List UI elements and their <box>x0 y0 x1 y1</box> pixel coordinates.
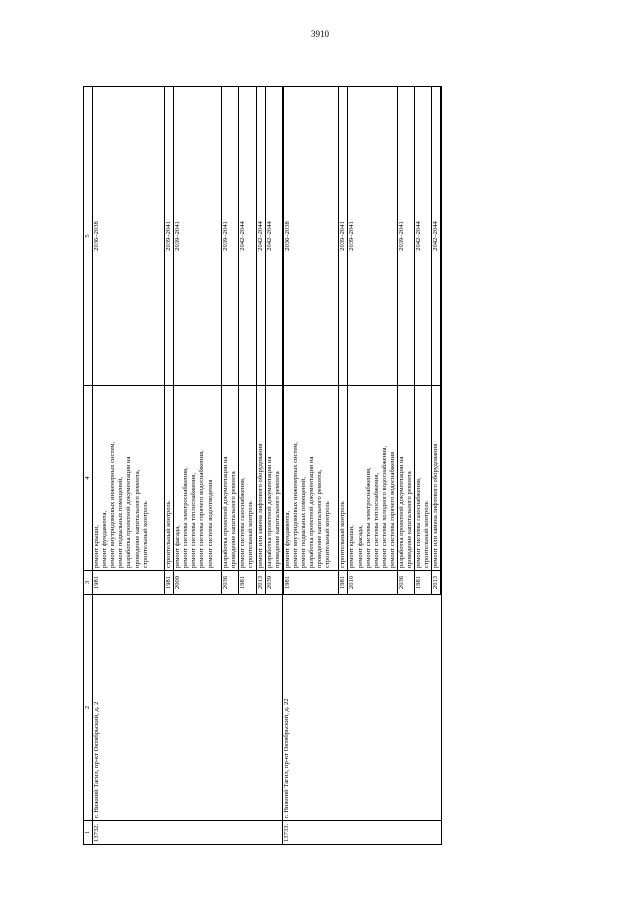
year-cell: 2009 <box>174 571 222 595</box>
period-cell: 2042–2044 <box>265 87 283 386</box>
works-cell: разработка проектной документации на проведение капитального ремонта <box>222 386 239 571</box>
works-cell: ремонт фасада, ремонт системы электроснабжения, ремонт системы теплоснабжения, ремонт системы горячего водоснабжения, ремонт системы водоотведения <box>174 386 222 571</box>
year-cell: 2039 <box>265 571 283 595</box>
table-row <box>93 87 165 845</box>
house-number-cell: 13732. <box>93 821 283 845</box>
period-cell: 2039–2041 <box>398 87 415 386</box>
period-cell: 2042–2044 <box>415 87 432 386</box>
period-cell: 2042–2044 <box>239 87 256 386</box>
year-cell: 1981 <box>239 571 256 595</box>
page-number: 3910 <box>311 29 329 39</box>
year-cell: 1981 <box>283 571 339 595</box>
header-col-3: 3 <box>84 571 93 595</box>
year-cell: 2036 <box>398 571 415 595</box>
house-number-cell: 13733. <box>283 821 442 845</box>
header-col-5: 5 <box>84 87 93 386</box>
works-cell: ремонт крыши, ремонт фасада, ремонт системы электроснабжения, ремонт системы теплоснабжения, ремонт системы холодного водоснабжения, ремонт системы горячего водоснабжения <box>348 386 398 571</box>
header-row <box>84 87 93 845</box>
year-cell: 2036 <box>222 571 239 595</box>
year-cell: 2010 <box>348 571 398 595</box>
rotated-table-block <box>83 87 556 845</box>
works-cell: строительный контроль <box>339 386 348 571</box>
year-cell: 1981 <box>165 571 174 595</box>
period-cell: 2036–2038 <box>93 87 165 386</box>
header-col-4: 4 <box>84 386 93 571</box>
capital-repair-table <box>83 86 442 845</box>
works-cell: разработка проектной документации на проведение капитального ремонта <box>398 386 415 571</box>
table-row <box>283 87 339 845</box>
period-cell: 2039–2041 <box>222 87 239 386</box>
period-cell: 2036–2038 <box>283 87 339 386</box>
works-cell: разработка проектной документации на проведение капитального ремонта <box>265 386 283 571</box>
period-cell: 2042–2044 <box>256 87 265 386</box>
period-cell: 2039–2041 <box>339 87 348 386</box>
period-cell: 2039–2041 <box>165 87 174 386</box>
address-cell: г. Нижний Тагил, пр-кт Октябрьский, д. 2 <box>93 595 283 821</box>
year-cell: 2013 <box>432 571 442 595</box>
year-cell: 1981 <box>339 571 348 595</box>
period-cell: 2039–2041 <box>348 87 398 386</box>
works-cell: строительный контроль <box>165 386 174 571</box>
period-cell: 2042–2044 <box>432 87 442 386</box>
address-cell: г. Нижний Тагил, пр-кт Октябрьский, д. 22 <box>283 595 442 821</box>
header-col-2: 2 <box>84 595 93 821</box>
year-cell: 1981 <box>415 571 432 595</box>
works-cell: ремонт или замена лифтового оборудования <box>256 386 265 571</box>
works-cell: ремонт или замена лифтового оборудования <box>432 386 442 571</box>
period-cell: 2039–2041 <box>174 87 222 386</box>
works-cell: ремонт системы газоснабжения, строительный контроль <box>415 386 432 571</box>
works-cell: ремонт крыши, ремонт фундамента, ремонт внутридомовых инженерных систем, ремонт подвальных помещений, разработка проектной документации на проведение капитального ремонта, строительный контроль <box>93 386 165 571</box>
works-cell: ремонт системы газоснабжения, строительный контроль <box>239 386 256 571</box>
year-cell: 2013 <box>256 571 265 595</box>
header-col-1: 1 <box>84 821 93 845</box>
year-cell: 1981 <box>93 571 165 595</box>
works-cell: ремонт фундамента, ремонт внутридомовых инженерных систем, ремонт подвальных помещений, разработка проектной документации на проведение капитального ремонта, строительный контроль <box>283 386 339 571</box>
table-body <box>93 87 442 845</box>
